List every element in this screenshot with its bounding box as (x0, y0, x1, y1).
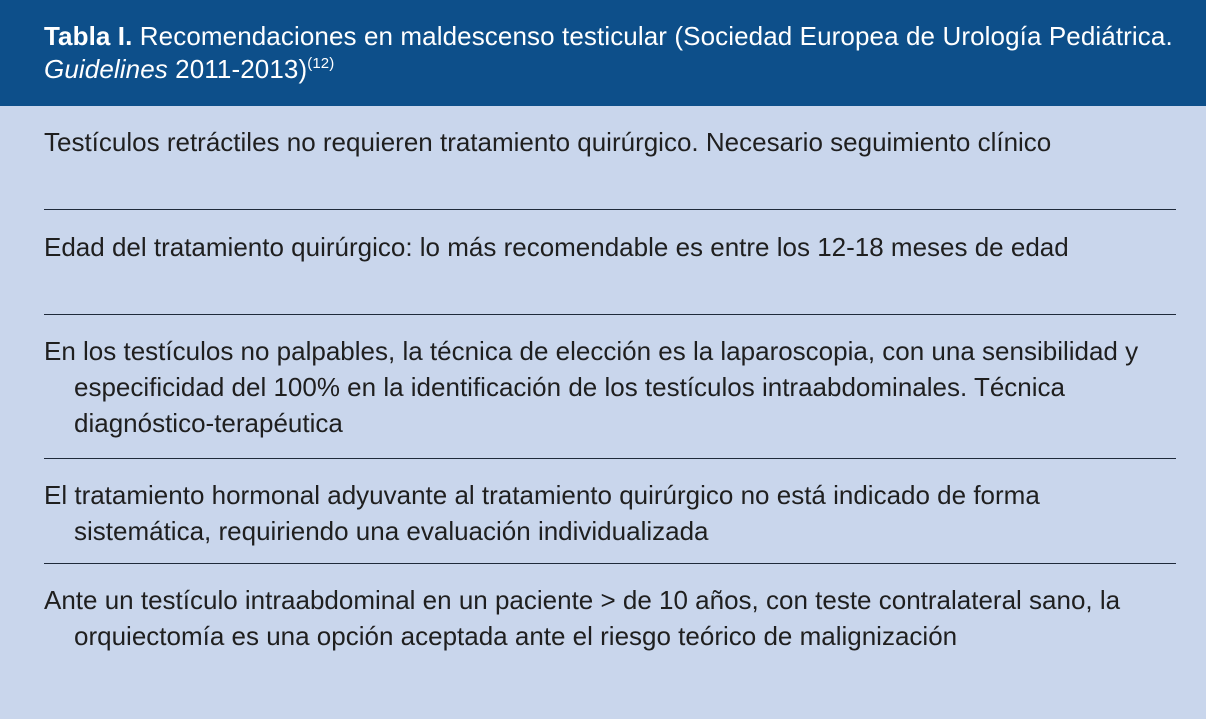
table-reference: (12) (307, 55, 335, 72)
table-row (44, 124, 1184, 160)
row-text: Testículos retráctiles no requieren tratamiento quirúrgico. Necesario seguimiento clínico (44, 127, 1052, 157)
row-divider (44, 458, 1176, 459)
table-row (44, 229, 1184, 265)
row-text: El tratamiento hormonal adyuvante al tratamiento quirúrgico no está indicado de forma sistemática, requiriendo una evaluación individualizada (44, 480, 1040, 546)
table-row (44, 333, 1184, 441)
row-divider (44, 563, 1176, 564)
row-text: Edad del tratamiento quirúrgico: lo más recomendable es entre los 12-18 meses de edad (44, 232, 1069, 262)
table-title (44, 20, 1184, 86)
table-row (44, 477, 1184, 549)
table-row (44, 582, 1184, 654)
table-label: Tabla I. (44, 21, 133, 51)
table-header (0, 0, 1206, 106)
table-title-part1: Recomendaciones en maldescenso testicular (Sociedad Europea de Urología Pediátrica. (132, 21, 1173, 51)
row-text: En los testículos no palpables, la técnica de elección es la laparoscopia, con una sensibilidad y especificidad del 100% en la identificación de los testículos intraabdominales. Técnica diagnóstico-terapéutica (44, 336, 1139, 438)
table-title-part2: 2011-2013) (167, 54, 308, 84)
table-title-italic: Guidelines (44, 54, 168, 84)
row-divider (44, 314, 1176, 315)
row-divider (44, 209, 1176, 210)
row-text: Ante un testículo intraabdominal en un paciente > de 10 años, con teste contralateral sano, la orquiectomía es una opción aceptada ante el riesgo teórico de malignización (44, 585, 1121, 651)
